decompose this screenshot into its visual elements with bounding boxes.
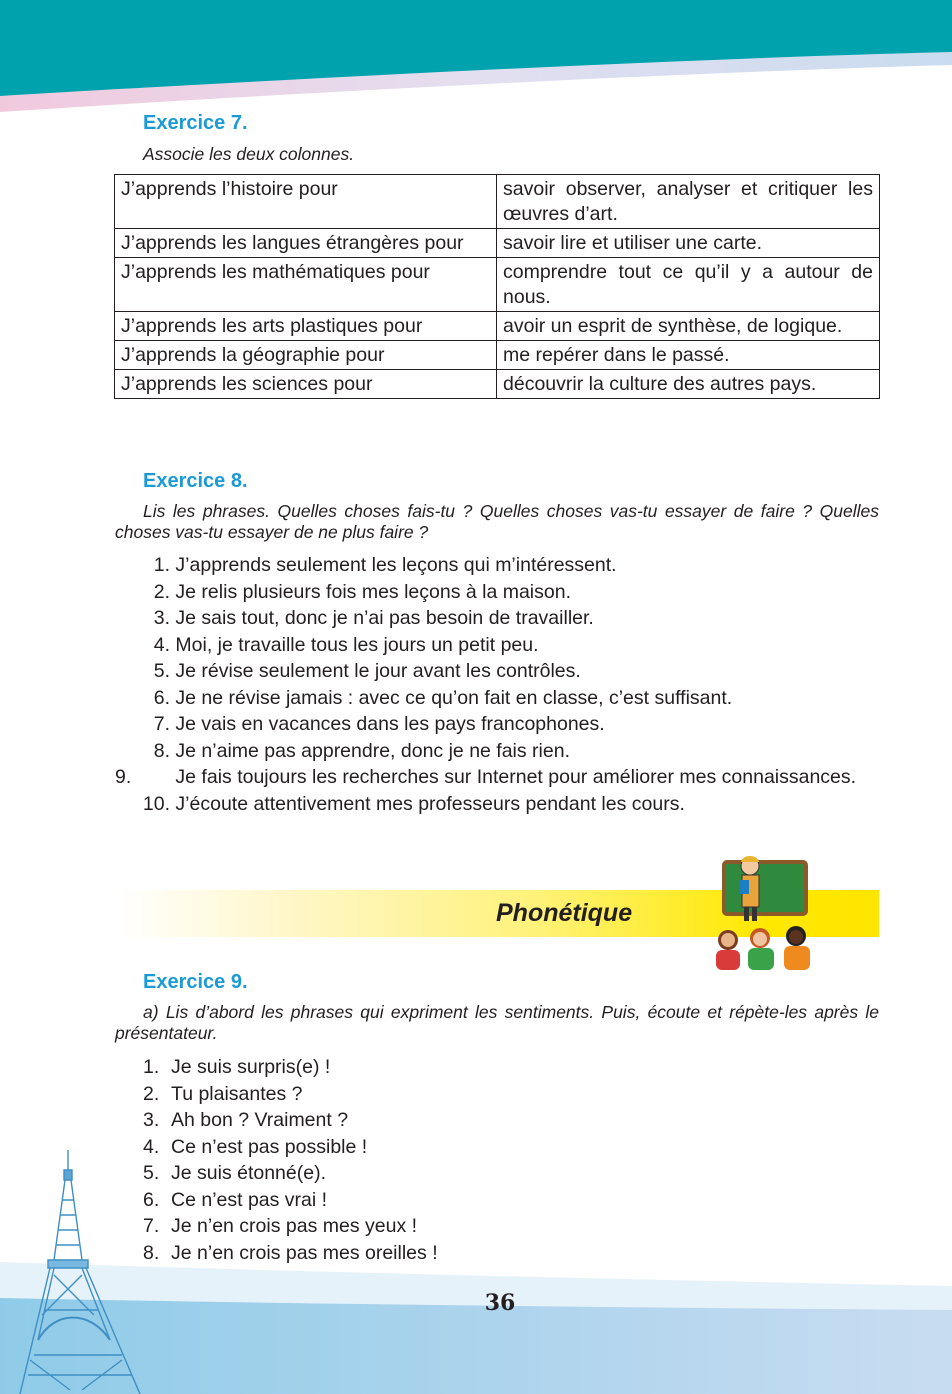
item-number: 10. [142,792,170,815]
table-cell-left: J’apprends les arts plastiques pour [115,312,497,341]
item-text: Je suis étonné(e). [171,1162,327,1184]
item-number: 2. [153,580,170,603]
page-number: 36 [484,1290,516,1316]
table-row [115,229,880,258]
table-cell-right: comprendre tout ce qu’il y a autour de nous. [497,258,880,312]
top-decorative-band [0,0,952,120]
exercise-9-instruction-text: a) Lis d’abord les phrases qui expriment les sentiments. Puis, écoute et répète-les après le présentateur. [115,1002,879,1043]
list-item [115,1213,879,1240]
table-cell-left: J’apprends la géographie pour [115,341,497,370]
table-cell-left: J’apprends l’histoire pour [115,175,497,229]
list-item [115,658,879,685]
item-text: Je relis plusieurs fois mes leçons à la maison. [175,580,572,603]
list-item [115,1160,879,1187]
item-number: 6. [143,1188,160,1211]
list-item [115,579,879,606]
table-row [115,175,880,229]
exercise-8-instruction-text: Lis les phrases. Quelles choses fais-tu ? Quelles choses vas-tu essayer de faire ? Quelles choses vas-tu essayer de ne plus faire ? [115,501,879,542]
phonetique-title: Phonétique [496,899,633,927]
list-item [115,1054,879,1081]
list-item [115,791,879,818]
exercise-7-instruction [115,144,879,165]
exercise-9-list [115,1054,879,1266]
item-text: Je vais en vacances dans les pays francophones. [175,713,605,735]
table-row [115,370,880,399]
list-item [115,685,879,712]
item-text: Je n’aime pas apprendre, donc je ne fais rien. [175,739,570,762]
item-number: 2. [143,1082,160,1105]
table-cell-right: savoir observer, analyser et critiquer les œuvres d’art. [497,175,880,229]
list-item [115,1187,879,1214]
exercise-8-title: Exercice 8. [143,470,248,492]
list-item [115,552,879,579]
item-text: Je suis surpris(e) ! [171,1056,331,1078]
list-item [115,605,879,632]
exercise-7-title: Exercice 7. [143,112,248,134]
table-row [115,341,880,370]
item-text: Je n’en crois pas mes oreilles ! [171,1241,438,1264]
item-number: 5. [153,660,170,682]
item-text: Je ne révise jamais : avec ce qu’on fait en classe, c’est suffisant. [175,686,733,709]
table-row [115,258,880,312]
list-item [115,1107,879,1134]
item-number: 7. [143,1215,160,1237]
table-cell-right: avoir un esprit de synthèse, de logique. [497,312,880,341]
item-number: 7. [153,713,170,735]
table-cell-left: J’apprends les langues étrangères pour [115,229,497,258]
association-table [114,174,880,399]
exercise-7-instruction-text: Associe les deux colonnes. [143,144,355,164]
item-number: 9. [115,766,132,788]
table-cell-right: me repérer dans le passé. [497,341,880,370]
exercise-8-list [115,552,879,817]
item-number: 5. [143,1162,160,1184]
item-number: 6. [153,686,170,709]
item-text: Moi, je travaille tous les jours un petit peu. [175,633,539,656]
list-item [115,1134,879,1161]
item-text: J’écoute attentivement mes professeurs pendant les cours. [175,792,685,815]
item-number: 4. [153,633,170,656]
classroom-illustration [712,852,824,974]
item-number: 3. [153,607,170,629]
item-number: 4. [143,1135,160,1158]
item-number: 3. [143,1109,160,1131]
table-cell-left: J’apprends les mathématiques pour [115,258,497,312]
item-text: Ce n’est pas possible ! [171,1135,368,1158]
item-number: 1. [143,1056,160,1078]
item-text: Ah bon ? Vraiment ? [171,1109,349,1131]
item-number: 8. [153,739,170,762]
list-item [115,764,879,791]
item-text: Je fais toujours les recherches sur Internet pour améliorer mes connaissances. [175,766,857,788]
table-cell-right: savoir lire et utiliser une carte. [497,229,880,258]
exercise-9-title: Exercice 9. [143,971,248,993]
item-text: Je révise seulement le jour avant les contrôles. [175,660,581,682]
item-text: Je sais tout, donc je n’ai pas besoin de travailler. [175,607,594,629]
list-item [115,1240,879,1267]
list-item [115,1081,879,1108]
exercise-9-instruction [115,1002,879,1044]
table-row [115,312,880,341]
item-number: 8. [143,1241,160,1264]
item-text: Ce n’est pas vrai ! [171,1188,328,1211]
table-cell-left: J’apprends les sciences pour [115,370,497,399]
item-text: Tu plaisantes ? [171,1082,303,1105]
list-item [115,711,879,738]
item-text: J’apprends seulement les leçons qui m’intéressent. [175,554,617,576]
list-item [115,632,879,659]
item-number: 1. [153,554,170,576]
table-cell-right: découvrir la culture des autres pays. [497,370,880,399]
item-text: Je n’en crois pas mes yeux ! [171,1215,418,1237]
exercise-8-instruction [115,501,879,543]
list-item [115,738,879,765]
